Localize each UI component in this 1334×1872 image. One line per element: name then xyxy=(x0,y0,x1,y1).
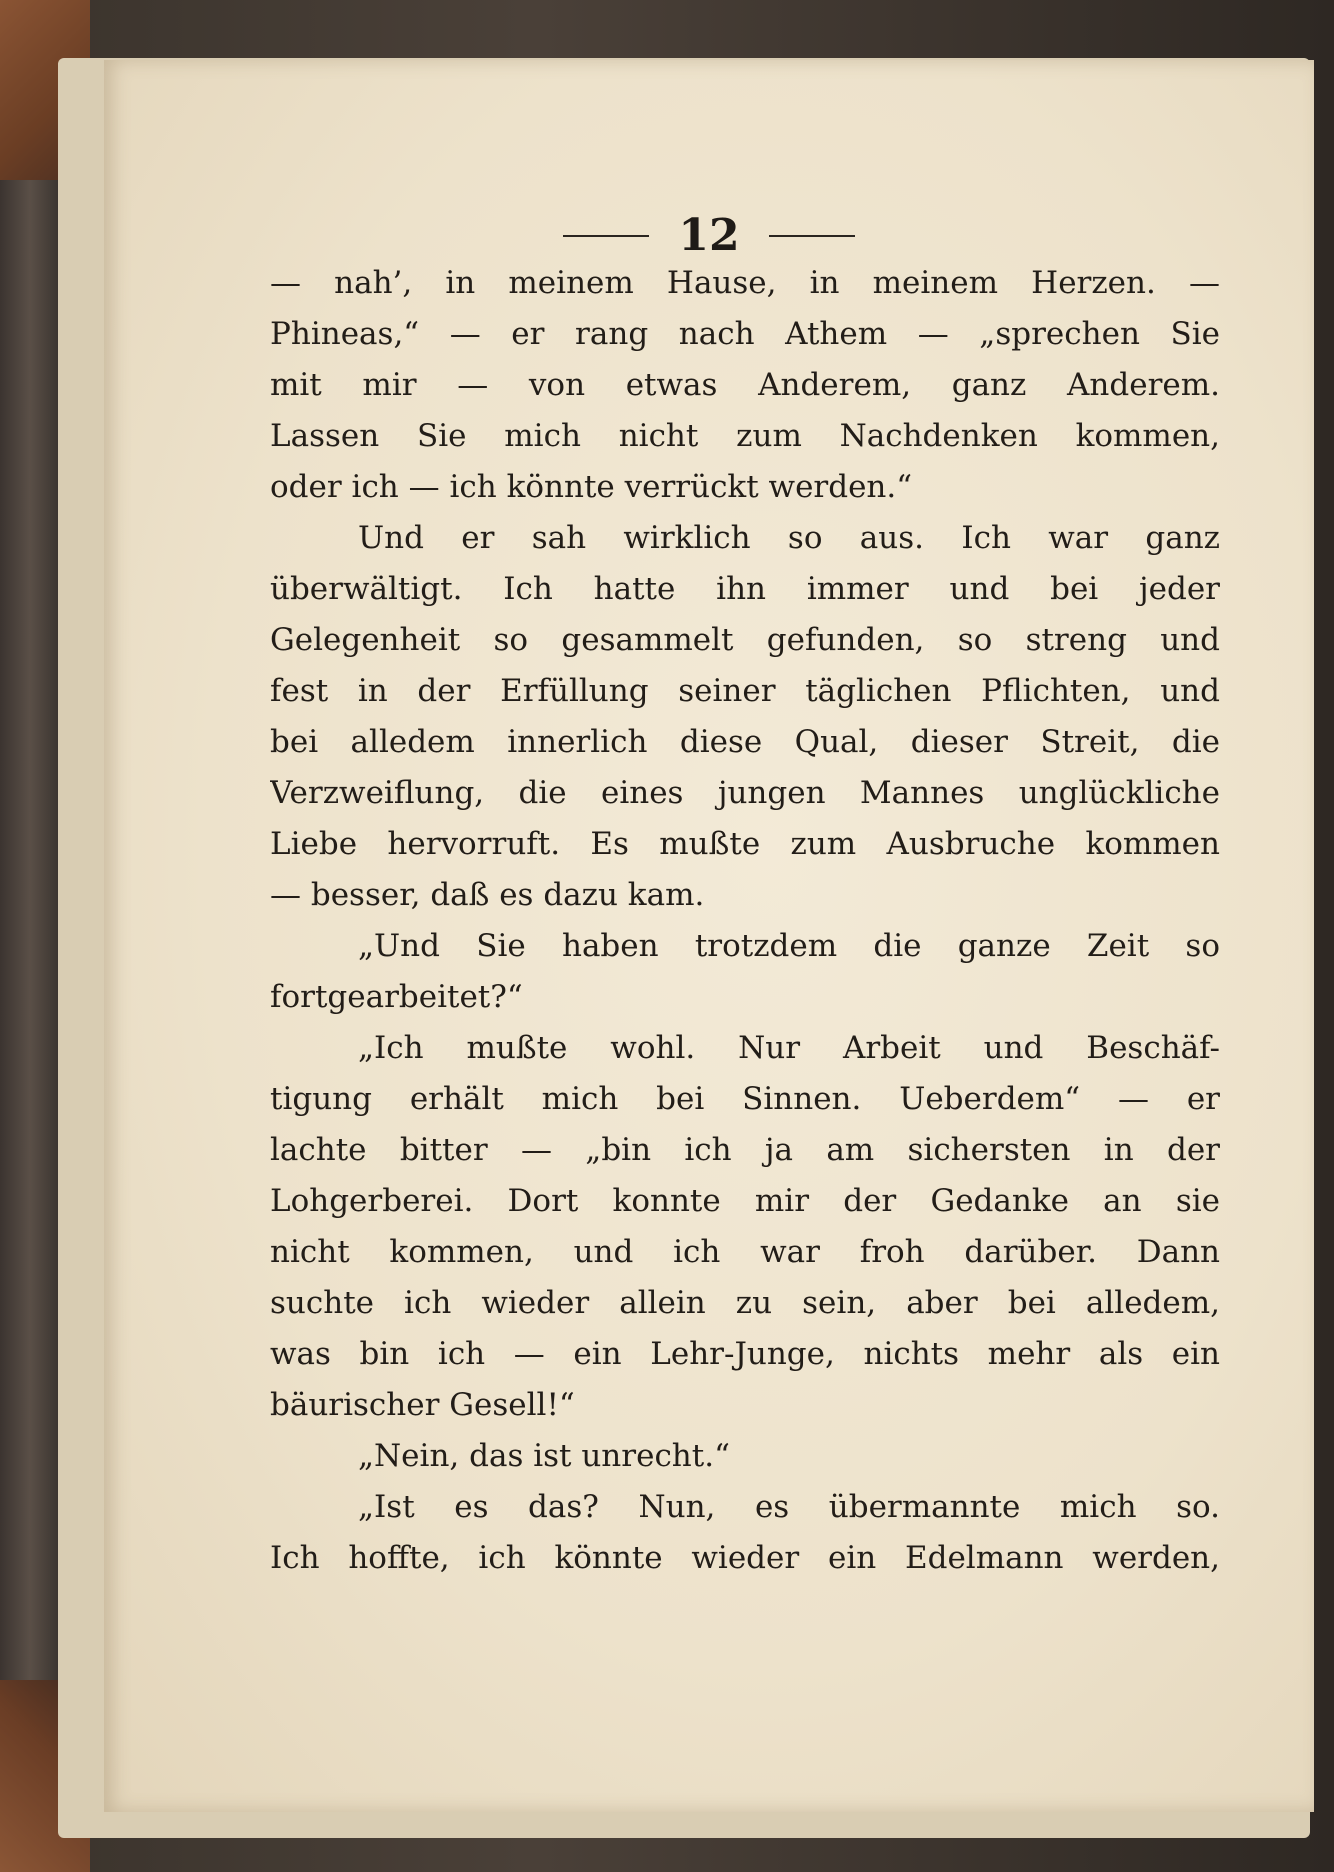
text-line: — besser, daß es dazu kam. xyxy=(270,877,705,913)
page-number: 12 xyxy=(678,210,740,261)
cover-spine-edge xyxy=(0,40,60,1840)
text-line: Lohgerberei. Dort konnte mir der Gedanke an sie xyxy=(270,1183,1220,1219)
text-line: Phineas,“ — er rang nach Athem — „sprechen Sie xyxy=(270,316,1220,352)
header-rule-right xyxy=(769,235,855,237)
text-line: Ich hoffte, ich könnte wieder ein Edelmann werden, xyxy=(270,1540,1220,1576)
text-line: tigung erhält mich bei Sinnen. Ueberdem“ — er xyxy=(270,1081,1220,1117)
body-text xyxy=(270,258,1220,1584)
text-line: „Ist es das? Nun, es übermannte mich so. xyxy=(358,1489,1220,1525)
text-line: fest in der Erfüllung seiner täglichen Pflichten, und xyxy=(270,673,1220,709)
text-line: Liebe hervorruft. Es mußte zum Ausbruche kommen xyxy=(270,826,1220,862)
header-rule-left xyxy=(563,235,649,237)
text-line: Verzweiflung, die eines jungen Mannes unglückliche xyxy=(270,775,1220,811)
text-line: bäurischer Gesell!“ xyxy=(270,1387,575,1423)
text-line: suchte ich wieder allein zu sein, aber bei alledem, xyxy=(270,1285,1220,1321)
text-line: Gelegenheit so gesammelt gefunden, so streng und xyxy=(270,622,1220,658)
text-line: „Ich mußte wohl. Nur Arbeit und Beschäf- xyxy=(358,1030,1220,1066)
text-line: oder ich — ich könnte verrückt werden.“ xyxy=(270,469,913,505)
text-line: Lassen Sie mich nicht zum Nachdenken kommen, xyxy=(270,418,1220,454)
text-line: „Nein, das ist unrecht.“ xyxy=(358,1438,730,1474)
text-line: „Und Sie haben trotzdem die ganze Zeit so xyxy=(358,928,1220,964)
text-line: nicht kommen, und ich war froh darüber. Dann xyxy=(270,1234,1220,1270)
text-line: was bin ich — ein Lehr-Junge, nichts mehr als ein xyxy=(270,1336,1220,1372)
text-line: bei alledem innerlich diese Qual, dieser Streit, die xyxy=(270,724,1220,760)
text-line: — nah’, in meinem Hause, in meinem Herzen. — xyxy=(270,265,1220,301)
text-line: fortgearbeitet?“ xyxy=(270,979,523,1015)
text-line: überwältigt. Ich hatte ihn immer und bei jeder xyxy=(270,571,1220,607)
text-line: Und er sah wirklich so aus. Ich war ganz xyxy=(358,520,1220,556)
text-line: lachte bitter — „bin ich ja am sichersten in der xyxy=(270,1132,1220,1168)
text-line: mit mir — von etwas Anderem, ganz Anderem. xyxy=(270,367,1220,403)
